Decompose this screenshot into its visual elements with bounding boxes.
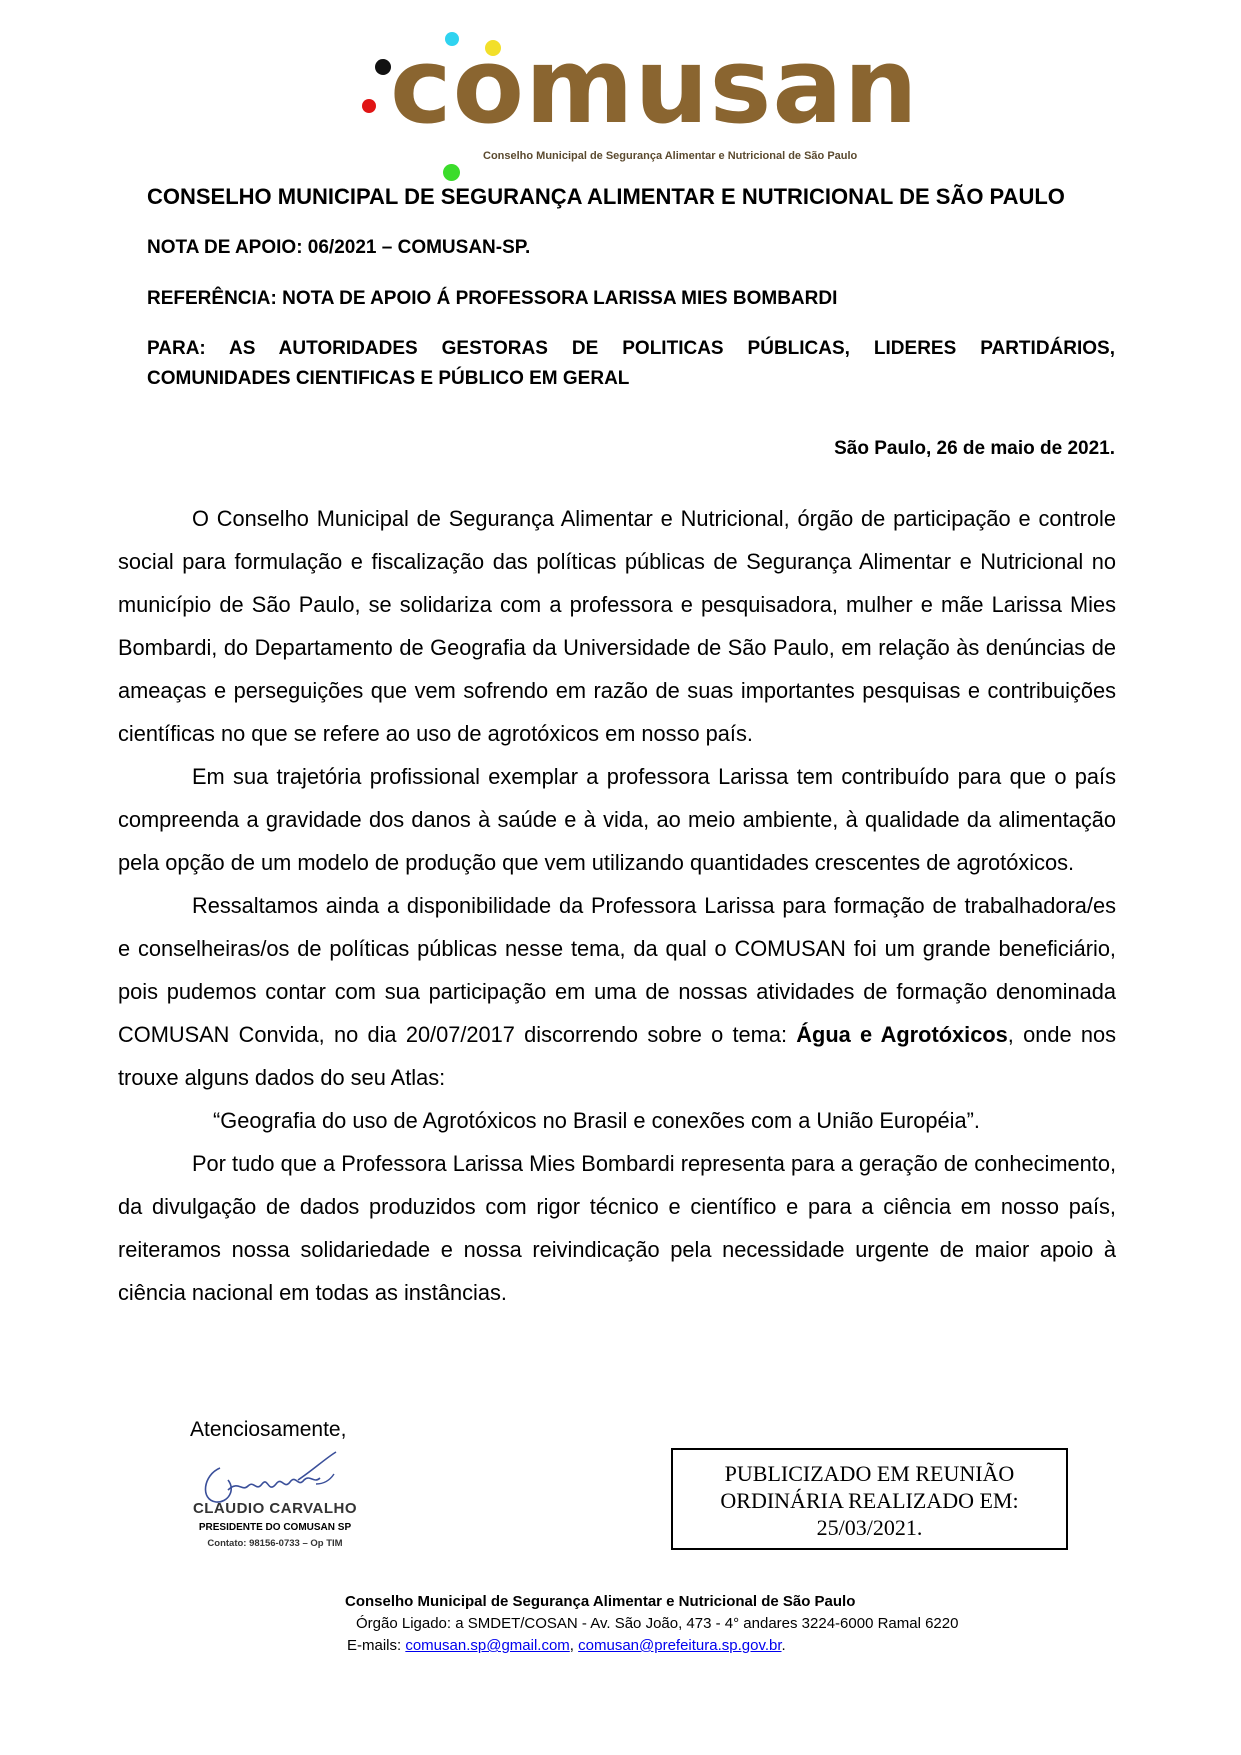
logo-subtitle: Conselho Municipal de Segurança Alimentar e Nutricional de São Paulo: [483, 150, 858, 162]
logo-dot-black: [375, 59, 391, 75]
paragraph-3-highlight: Água e Agrotóxicos: [796, 1022, 1008, 1047]
comusan-logo: [355, 22, 955, 182]
signer-role: PRESIDENTE DO COMUSAN SP: [198, 1522, 352, 1533]
email-separator: ,: [569, 1637, 579, 1654]
recipients: [147, 334, 1115, 394]
recipients-line-1: PARA: AS AUTORIDADES GESTORAS DE POLITICAS PÚBLICAS, LIDERES PARTIDÁRIOS,: [147, 338, 1115, 359]
stamp-line-3: 25/03/2021.: [816, 1515, 923, 1540]
salutation: Atenciosamente,: [190, 1418, 347, 1441]
publication-stamp-box: [671, 1448, 1068, 1550]
signer-name: CLAUDIO CARVALHO: [192, 1500, 358, 1517]
document-date: São Paulo, 26 de maio de 2021.: [834, 438, 1115, 459]
email-link-gmail[interactable]: comusan.sp@gmail.com: [405, 1637, 570, 1654]
paragraph-1: O Conselho Municipal de Segurança Alimentar e Nutricional, órgão de participação e controle social para formulação e fiscalização das políticas públicas de Segurança Alimentar e Nutricional no município de São Paulo, se solidariza com a professora e pesquisadora, mulher e mãe Larissa Mies Bombardi, do Departamento de Geografia da Universidade de São Paulo, em relação às denúncias de ameaças e perseguições que vem sofrendo em razão de suas importantes pesquisas e contribuições científicas no que se refere ao uso de agrotóxicos em nosso país.: [118, 506, 1116, 746]
org-title: CONSELHO MUNICIPAL DE SEGURANÇA ALIMENTAR E NUTRICIONAL DE SÃO PAULO: [147, 184, 1065, 209]
paragraph-3-end: , onde nos trouxe alguns dados do seu Atlas:: [118, 1022, 1116, 1090]
footer-emails-label: E-mails:: [347, 1637, 406, 1654]
paragraph-4: Por tudo que a Professora Larissa Mies Bombardi representa para a geração de conhecimento, da divulgação de dados produzidos com rigor técnico e científico e para a ciência em nosso país, reiteramos nossa solidariedade e nossa reivindicação pela necessidade urgente de maior apoio à ciência nacional em todas as instâncias.: [118, 1151, 1116, 1305]
logo-dot-green: [443, 164, 460, 181]
email-link-prefeitura[interactable]: comusan@prefeitura.sp.gov.br: [578, 1637, 782, 1654]
footer-end: .: [781, 1637, 786, 1654]
footer-org: Conselho Municipal de Segurança Alimentar e Nutricional de São Paulo: [345, 1593, 856, 1610]
footer-emails: [347, 1637, 786, 1654]
paragraph-2: Em sua trajetória profissional exemplar a professora Larissa tem contribuído para que o país compreenda a gravidade dos danos à saúde e à vida, ao meio ambiente, à qualidade da alimentação pela opção de um modelo de produção que vem utilizando quantidades crescentes de agrotóxicos.: [118, 764, 1116, 875]
footer-address: Órgão Ligado: a SMDET/COSAN - Av. São João, 473 - 4° andares 3224-6000 Ramal 6220: [356, 1615, 959, 1632]
signer-contact: Contato: 98156-0733 – Op TIM: [207, 1538, 343, 1549]
stamp-line-1: PUBLICIZADO EM REUNIÃO: [724, 1461, 1015, 1486]
paragraph-3: [118, 884, 1116, 1099]
letter-body: [118, 497, 1116, 1314]
paragraph-3-text: Ressaltamos ainda a disponibilidade da Professora Larissa para formação de trabalhadora/es e conselheiras/os de políticas públicas nesse tema, da qual o COMUSAN foi um grande beneficiário, pois pudemos contar com sua participação em uma de nossas atividades de formação denominada COMUSAN Convida, no dia 20/07/2017 discorrendo sobre o tema:: [118, 893, 1116, 1047]
logo-wordmark: comusan: [390, 25, 919, 147]
logo-dot-red: [362, 99, 376, 113]
recipients-line-2: COMUNIDADES CIENTIFICAS E PÚBLICO EM GERAL: [147, 368, 630, 389]
atlas-title-quote: “Geografia do uso de Agrotóxicos no Brasil e conexões com a União Européia”.: [213, 1108, 980, 1133]
stamp-line-2: ORDINÁRIA REALIZADO EM:: [720, 1488, 1019, 1513]
reference-line: REFERÊNCIA: NOTA DE APOIO Á PROFESSORA LARISSA MIES BOMBARDI: [147, 288, 838, 309]
note-number: NOTA DE APOIO: 06/2021 – COMUSAN-SP.: [147, 237, 531, 258]
